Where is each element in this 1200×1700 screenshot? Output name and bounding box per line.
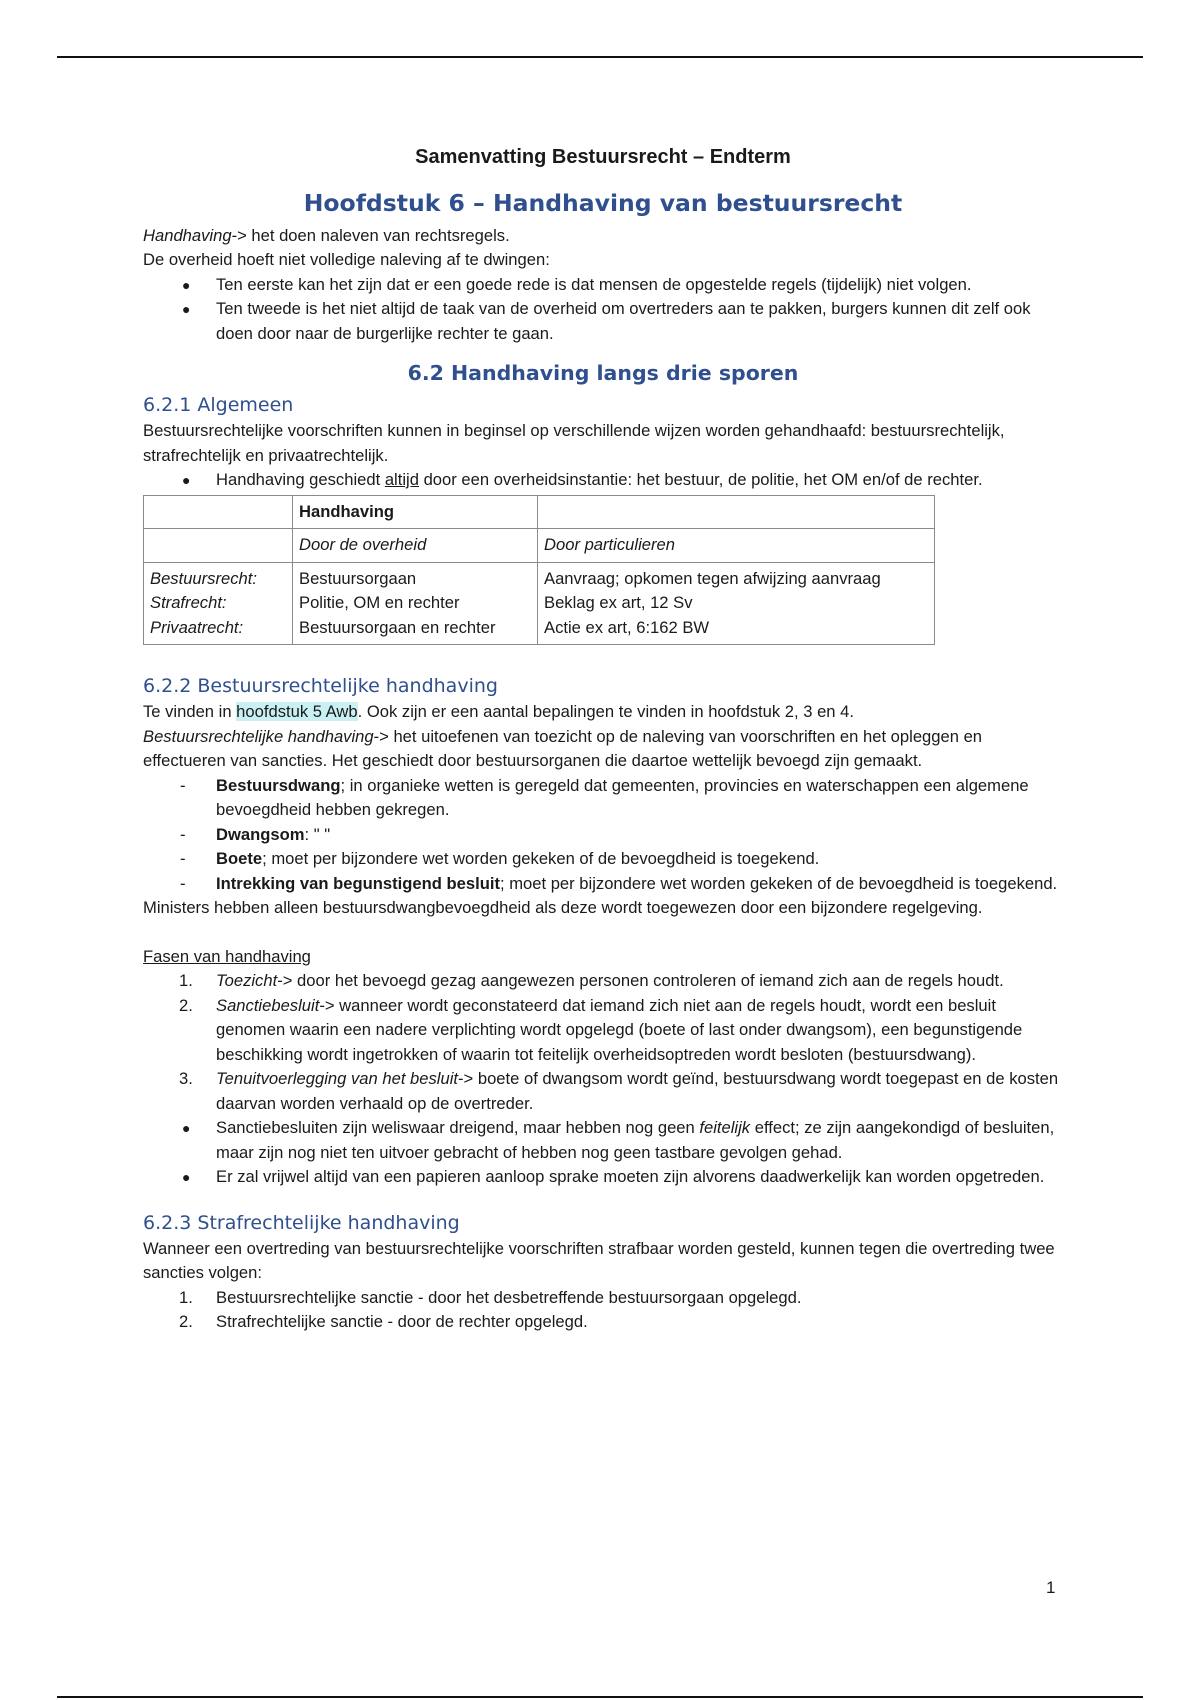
list-item: ● Ten eerste kan het zijn dat er een goede rede is dat mensen de opgestelde regels (tijdelijk) niet volgen.: [143, 273, 1063, 298]
paragraph: Te vinden in hoofdstuk 5 Awb. Ook zijn er een aantal bepalingen te vinden in hoofdstuk 2, 3 en 4.: [143, 702, 854, 721]
header-rule: [57, 56, 1143, 58]
column-header: Door particulieren: [544, 535, 675, 554]
dash-icon: -: [180, 873, 186, 893]
subsection-heading-6-2-1: 6.2.1 Algemeen: [143, 394, 294, 416]
table-row: [144, 562, 935, 645]
list-item: - Dwangsom: " ": [143, 823, 1063, 848]
list-item: ● Er zal vrijwel altijd van een papieren aanloop sprake moeten zijn alvorens daadwerkelijk kan worden opgetreden.: [143, 1165, 1063, 1190]
sanction-list: [143, 774, 1063, 897]
dash-icon: -: [180, 824, 186, 844]
column-header: Door de overheid: [299, 535, 427, 554]
definition-term: Handhaving: [143, 225, 232, 245]
table-cell: Politie, OM en rechter: [299, 593, 460, 612]
row-label: Bestuursrecht:: [150, 568, 257, 588]
handhaving-table: [143, 495, 935, 646]
document-page: [143, 140, 1063, 1335]
list-item: - Boete; moet per bijzondere wet worden gekeken of de bevoegdheid is toegekend.: [143, 847, 1063, 872]
page-number: 1: [1046, 1578, 1056, 1597]
intro-bullet-list: [143, 273, 1063, 347]
list-item: 1. Bestuursrechtelijke sanctie - door het desbetreffende bestuursorgaan opgelegd.: [179, 1287, 802, 1307]
list-item: 1. Toezicht-> door het bevoegd gezag aangewezen personen controleren of iemand zich aan de regels houdt.: [179, 971, 1004, 990]
bullet-icon: ●: [182, 1169, 191, 1185]
table-row: [144, 495, 935, 529]
list-item: - Bestuursdwang; in organieke wetten is geregeld dat gemeenten, provincies en waterschappen een algemene bevoegdheid hebben gekregen.: [180, 775, 1029, 819]
subsection-heading-6-2-3: 6.2.3 Strafrechtelijke handhaving: [143, 1211, 460, 1234]
bullet-list: [143, 468, 1063, 493]
table-header: Handhaving: [299, 501, 394, 521]
footer-rule: [57, 1696, 1143, 1698]
section-heading-6-2: 6.2 Handhaving langs drie sporen: [407, 361, 799, 385]
bullet-list: [143, 1116, 1063, 1190]
definition-text: -> het doen naleven van rechtsregels.: [231, 225, 510, 245]
list-item: ● Sanctiebesluiten zijn weliswaar dreigend, maar hebben nog geen feitelijk effect; ze zijn aangekondigd of besluiten, maar zijn nog niet ten uitvoer gebracht of hebben nog geen tastbare gevolgen gehad.: [182, 1118, 1055, 1162]
document-title: Samenvatting Bestuursrecht – Endterm: [415, 146, 791, 168]
sanction-types-list: [143, 1286, 1063, 1335]
fasen-list: [143, 969, 1063, 1116]
bullet-icon: ●: [182, 301, 191, 317]
dash-icon: -: [180, 775, 186, 795]
paragraph: Wanneer een overtreding van bestuursrechtelijke voorschriften strafbaar worden gesteld, kunnen tegen die overtreding twee sancties volgen:: [143, 1238, 1055, 1282]
list-item: ● Ten tweede is het niet altijd de taak van de overheid om overtreders aan te pakken, burgers kunnen dit zelf ook doen door naar de burgerlijke rechter te gaan.: [182, 299, 1031, 343]
list-item: - Intrekking van begunstigend besluit; moet per bijzondere wet worden gekeken of de bevoegdheid is toegekend.: [143, 872, 1063, 897]
row-label: Privaatrecht:: [150, 617, 244, 637]
table-row: [144, 529, 935, 563]
chapter-heading: Hoofdstuk 6 – Handhaving van bestuursrecht: [303, 188, 903, 217]
table-cell: Beklag ex art, 12 Sv: [544, 593, 693, 612]
paragraph: Ministers hebben alleen bestuursdwangbevoegdheid als deze wordt toegewezen door een bijzondere regelgeving.: [143, 898, 983, 917]
bullet-icon: ●: [182, 1120, 191, 1136]
table-cell: Actie ex art, 6:162 BW: [544, 617, 710, 637]
fasen-title: Fasen van handhaving: [143, 946, 311, 966]
intro-line: De overheid hoeft niet volledige naleving af te dwingen:: [143, 250, 550, 269]
highlighted-text: hoofdstuk 5 Awb: [236, 702, 358, 721]
list-item: 2. Strafrechtelijke sanctie - door de rechter opgelegd.: [179, 1312, 588, 1331]
table-cell: Bestuursorgaan en rechter: [299, 617, 496, 637]
list-item: ● Handhaving geschiedt altijd door een overheidsinstantie: het bestuur, de politie, het OM en/of de rechter.: [143, 468, 1063, 493]
bullet-icon: ●: [182, 276, 191, 293]
table-cell: Aanvraag; opkomen tegen afwijzing aanvraag: [544, 568, 881, 588]
dash-icon: -: [180, 849, 186, 868]
definition-handhaving: [143, 224, 1063, 249]
row-label: Strafrecht:: [150, 593, 227, 612]
subsection-heading-6-2-2: 6.2.2 Bestuursrechtelijke handhaving: [143, 675, 498, 697]
bullet-icon: ●: [182, 472, 191, 488]
table-cell: Bestuursorgaan: [299, 568, 417, 588]
list-item: 2. Sanctiebesluit-> wanneer wordt geconstateerd dat iemand zich niet aan de regels houdt, wordt een besluit genomen waarin een nadere verplichting wordt opgelegd (boete of last onder dwangsom), een begunstigende beschikking wordt ingetrokken of waarin tot feitelijk overheidsoptreden wordt besloten (bestuursdwang).: [179, 995, 1023, 1064]
paragraph: Bestuursrechtelijke voorschriften kunnen in beginsel op verschillende wijzen worden gehandhaafd: bestuursrechtelijk, strafrechtelijk en privaatrechtelijk.: [143, 421, 1005, 465]
definition-bestuursrechtelijke-handhaving: Bestuursrechtelijke handhaving-> het uitoefenen van toezicht op de naleving van voorschriften en het opleggen en effectueren van sancties. Het geschiedt door bestuursorganen die daartoe wettelijk bevoegd zijn gemaakt.: [143, 726, 983, 770]
list-item: 3. Tenuitvoerlegging van het besluit-> boete of dwangsom wordt geïnd, bestuursdwang wordt toegepast en de kosten daarvan worden verhaald op de overtreder.: [179, 1069, 1059, 1113]
